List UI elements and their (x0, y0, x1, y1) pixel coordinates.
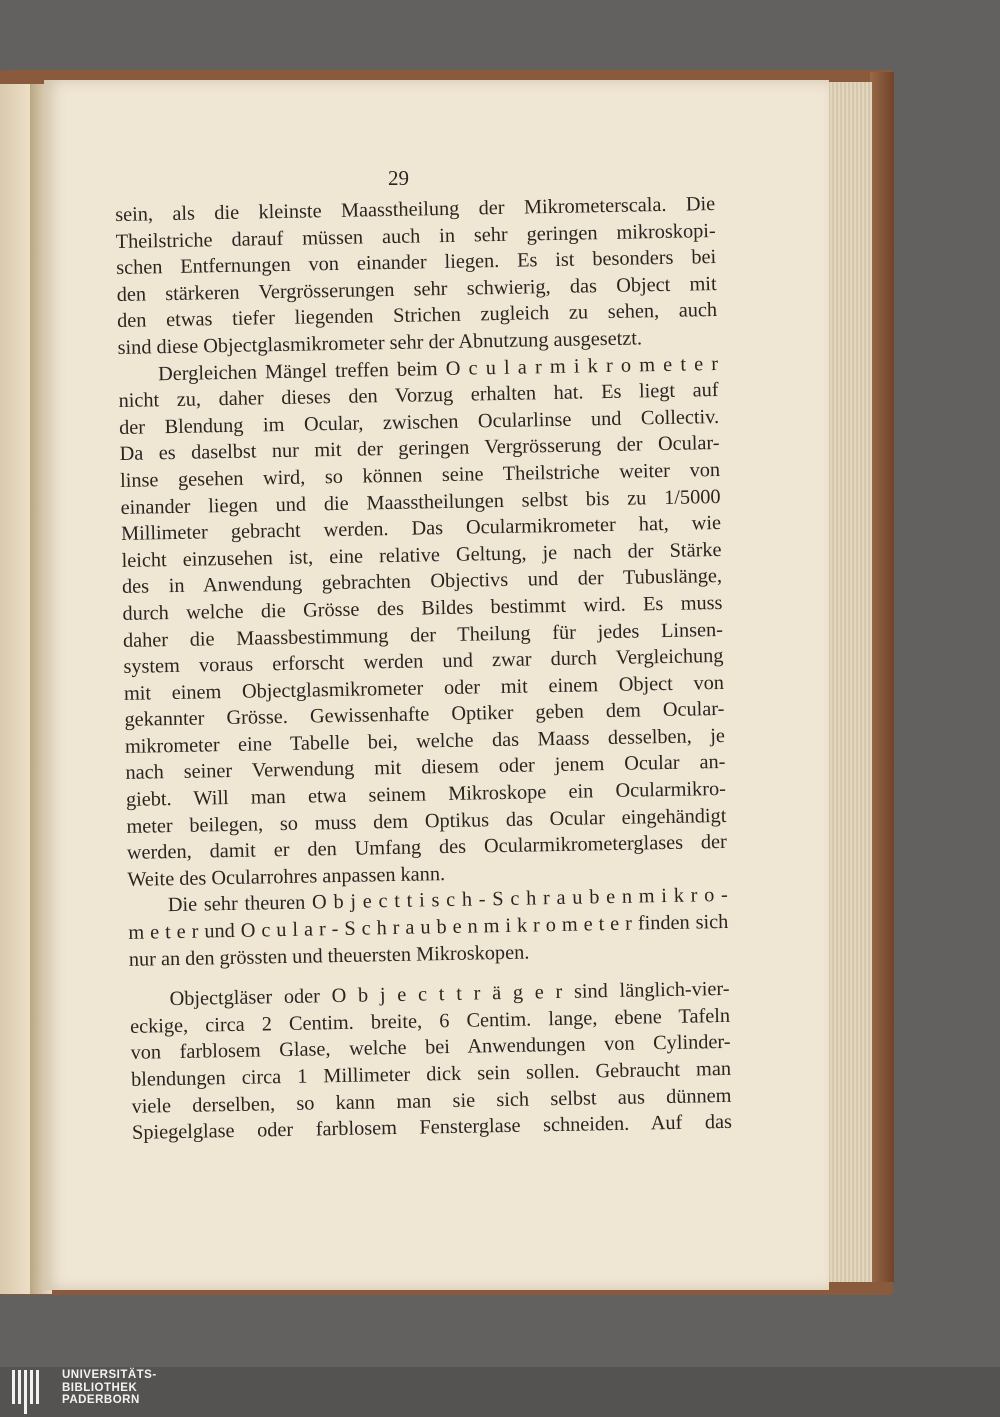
text-line: nicht zu, daher dieses den Vorzug erhalten hat. Es liegt auf (118, 379, 719, 413)
text-line: Weite des Ocularrohres anpassen kann. (127, 862, 446, 891)
text-line: leicht einzusehen ist, eine relative Geltung, je nach der Stärke (121, 538, 722, 572)
text-line: viele derselben, so kann man sie sich selbst aus dünnem (131, 1084, 732, 1118)
text-line: den etwas tiefer liegenden Strichen zugleich zu sehen, auch (116, 299, 718, 333)
text-line: Da es daselbst nur mit der geringen Vergrösserung der Ocular- (119, 432, 720, 466)
text-line: linse gesehen wird, so können seine Theilstriche weiter von (119, 458, 721, 492)
logo-line: UNIVERSITÄTS- (62, 1369, 157, 1381)
text-line: meter beilegen, so muss dem Optikus das Ocular eingehändigt (126, 804, 727, 838)
logo-line: PADERBORN (62, 1394, 140, 1406)
text-line: daher die Maassbestimmung der Theilung für jedes Linsen- (122, 618, 724, 652)
text-line: den stärkeren Vergrösserungen sehr schwierig, das Object mit (116, 272, 717, 306)
text-line: eckige, circa 2 Centim. breite, 6 Centim. lange, ebene Tafeln (129, 1004, 731, 1038)
text-line: einander liegen und die Maasstheilungen selbst bis zu 1/5000 (120, 485, 721, 519)
text-line: sind diese Objectglasmikrometer sehr der Abnutzung ausgesetzt. (117, 327, 643, 359)
text-line: nach seiner Verwendung mit diesem oder jenem Ocular an- (125, 751, 726, 785)
page-body (115, 191, 732, 1147)
text-line: der Blendung im Ocular, zwischen Ocularlinse und Collectiv. (118, 405, 720, 439)
text-line: von farblosem Glase, welche bei Anwendungen von Cylinder- (130, 1031, 731, 1065)
text-line: giebt. Will man etwa seinem Mikroskope ein Ocularmikro- (125, 777, 727, 811)
text-line: Millimeter gebracht werden. Das Ocularmikrometer hat, wie (120, 512, 722, 546)
text-line: Theilstriche darauf müssen auch in sehr geringen mikroskopi- (115, 219, 716, 253)
text-line: blendungen circa 1 Millimeter dick sein sollen. Gebraucht man (130, 1057, 732, 1091)
page-number: 29 (388, 166, 409, 190)
library-logo-icon (12, 1370, 48, 1414)
section-heading-line: Objectgläser oder O b j e c t t r ä g e r sind länglich-vier- (169, 978, 730, 1011)
text-line: m e t e r und O c u l a r - S c h r a u b e n m i k r o m e t e r finden sich (128, 910, 729, 944)
text-line: schen Entfernungen von einander liegen. Es ist besonders bei (116, 246, 717, 280)
text-line: mit einem Objectglasmikrometer oder mit einem Object von (123, 671, 725, 705)
text-line: system voraus erforscht werden und zwar durch Vergleichung (123, 645, 724, 679)
page-edges (826, 82, 872, 1282)
text-line: werden, damit er den Umfang des Ocularmikrometerglases der (126, 831, 728, 865)
text-line: sein, als die kleinste Maasstheilung der Mikrometerscala. Die (115, 193, 716, 226)
text-line: Dergleichen Mängel treffen beim O c u l a r m i k r o m e t e r (157, 352, 719, 385)
book-cover-edge (870, 72, 894, 1282)
text-line: nur an den grössten und theuersten Mikroskopen. (128, 941, 530, 971)
logo-line: BIBLIOTHEK (62, 1381, 138, 1394)
text-line: mikrometer eine Tabelle bei, welche das Maass desselben, je (124, 724, 726, 758)
text-line: des in Anwendung gebrachten Objectivs und der Tubuslänge, (121, 565, 723, 599)
library-logo-text (62, 1369, 157, 1407)
text-line: durch welche die Grösse des Bildes bestimmt wird. Es muss (122, 591, 723, 625)
text-line: Spiegelglase oder farblosem Fensterglase schneiden. Auf das (131, 1111, 733, 1145)
text-line: Die sehr theuren O b j e c t t i s c h - S c h r a u b e n m i k r o - (167, 884, 729, 917)
text-line: gekannter Grösse. Gewissenhafte Optiker geben dem Ocular- (124, 698, 725, 732)
